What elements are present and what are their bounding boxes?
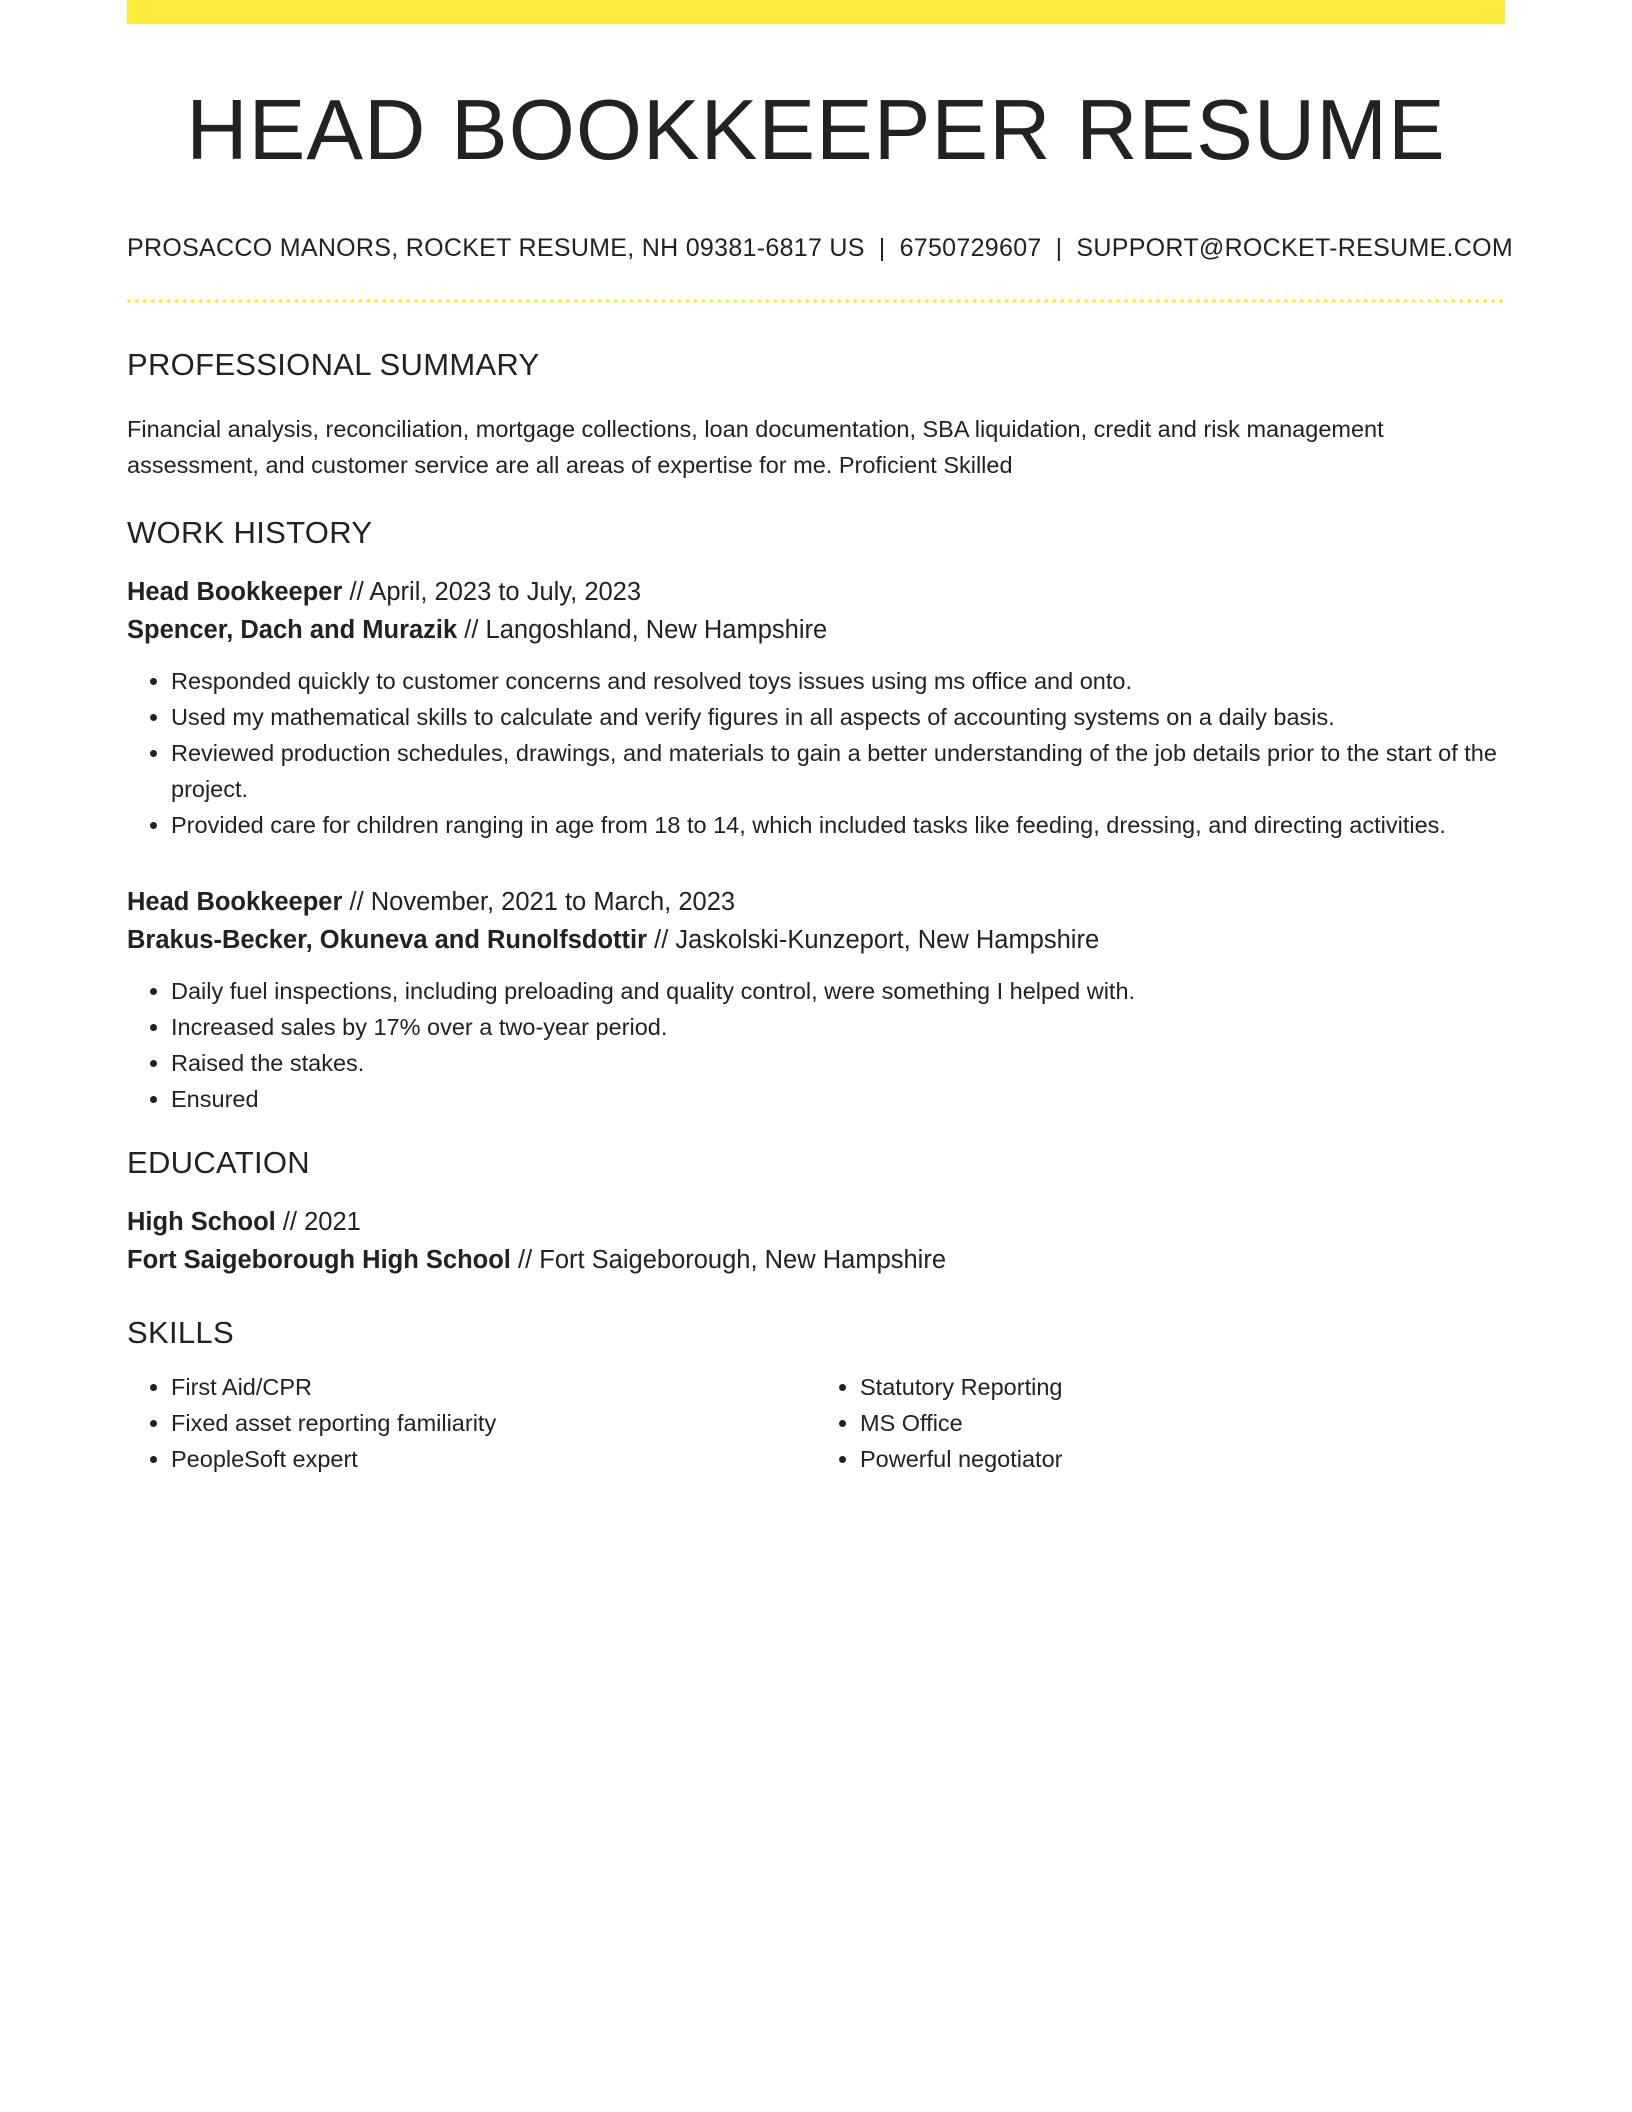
list-item: • Daily fuel inspections, including preloading and quality control, were something I helped with.: [171, 973, 1505, 1009]
job-title-line: [127, 883, 1505, 921]
skills-list: [127, 1369, 816, 1477]
education-heading: EDUCATION: [127, 1144, 310, 1180]
list-item: • Raised the stakes.: [171, 1045, 1505, 1081]
summary-heading: PROFESSIONAL SUMMARY: [127, 346, 540, 382]
list-item: • Powerful negotiator: [860, 1441, 1505, 1477]
job-company: Spencer, Dach and Murazik: [127, 615, 458, 644]
job-dates: // April, 2023 to July, 2023: [342, 577, 642, 606]
skills-column-right: [816, 1369, 1505, 1477]
list-item: • Provided care for children ranging in age from 18 to 14, which included tasks like feeding, dressing, and directing activities.: [171, 807, 1505, 843]
education-school: Fort Saigeborough High School: [127, 1245, 511, 1274]
list-item: • Used my mathematical skills to calculate and verify figures in all aspects of accounting systems on a daily basis.: [171, 699, 1505, 735]
list-item: • Reviewed production schedules, drawings, and materials to gain a better understanding of the job details prior to the start of the project.: [171, 735, 1505, 807]
work-history-heading: WORK HISTORY: [127, 514, 373, 550]
skills-column-left: [127, 1369, 816, 1477]
education-degree: High School: [127, 1207, 276, 1236]
education-location: // Fort Saigeborough, New Hampshire: [510, 1245, 947, 1274]
job-entry: [127, 573, 1505, 843]
top-accent-bar: [127, 0, 1505, 24]
list-item: • Increased sales by 17% over a two-year period.: [171, 1009, 1505, 1045]
skills-heading: SKILLS: [127, 1314, 234, 1350]
list-item: • Responded quickly to customer concerns and resolved toys issues using ms office and onto.: [171, 663, 1505, 699]
education-degree-line: [127, 1203, 1505, 1241]
education-entry: [127, 1203, 1505, 1279]
job-dates: // November, 2021 to March, 2023: [342, 887, 736, 916]
list-item: • Statutory Reporting: [860, 1369, 1505, 1405]
resume-page: [127, 0, 1514, 1477]
list-item: • Fixed asset reporting familiarity: [171, 1405, 816, 1441]
job-bullets: [127, 663, 1505, 843]
contact-phone: 6750729607: [899, 233, 1042, 262]
job-location: // Langoshland, New Hampshire: [457, 615, 828, 644]
job-entry: [127, 883, 1505, 1117]
resume-title: HEAD BOOKKEEPER RESUME: [186, 83, 1446, 178]
job-title: Head Bookkeeper: [127, 887, 343, 916]
job-company-line: [127, 921, 1505, 959]
summary-text: Financial analysis, reconciliation, mortgage collections, loan documentation, SBA liquidation, credit and risk management assessment, and customer service are all areas of expertise for me. Proficient Skilled: [127, 415, 1384, 478]
skills-grid: [127, 1369, 1505, 1477]
list-item: • MS Office: [860, 1405, 1505, 1441]
contact-address: PROSACCO MANORS, ROCKET RESUME, NH 09381-6817 US: [127, 233, 865, 262]
job-bullets: [127, 973, 1505, 1117]
contact-separator: |: [878, 233, 886, 262]
list-item: • PeopleSoft expert: [171, 1441, 816, 1477]
education-school-line: [127, 1241, 1505, 1279]
education-year: // 2021: [275, 1207, 361, 1236]
dotted-divider: [127, 299, 1505, 303]
contact-line: [127, 233, 1514, 263]
job-location: // Jaskolski-Kunzeport, New Hampshire: [647, 925, 1100, 954]
contact-separator: |: [1055, 233, 1063, 262]
job-company: Brakus-Becker, Okuneva and Runolfsdottir: [127, 925, 648, 954]
list-item: • Ensured: [171, 1081, 1505, 1117]
skills-list: [816, 1369, 1505, 1477]
job-title: Head Bookkeeper: [127, 577, 343, 606]
contact-email: SUPPORT@ROCKET-RESUME.COM: [1076, 233, 1514, 262]
job-title-line: [127, 573, 1505, 611]
list-item: • First Aid/CPR: [171, 1369, 816, 1405]
job-company-line: [127, 611, 1505, 649]
